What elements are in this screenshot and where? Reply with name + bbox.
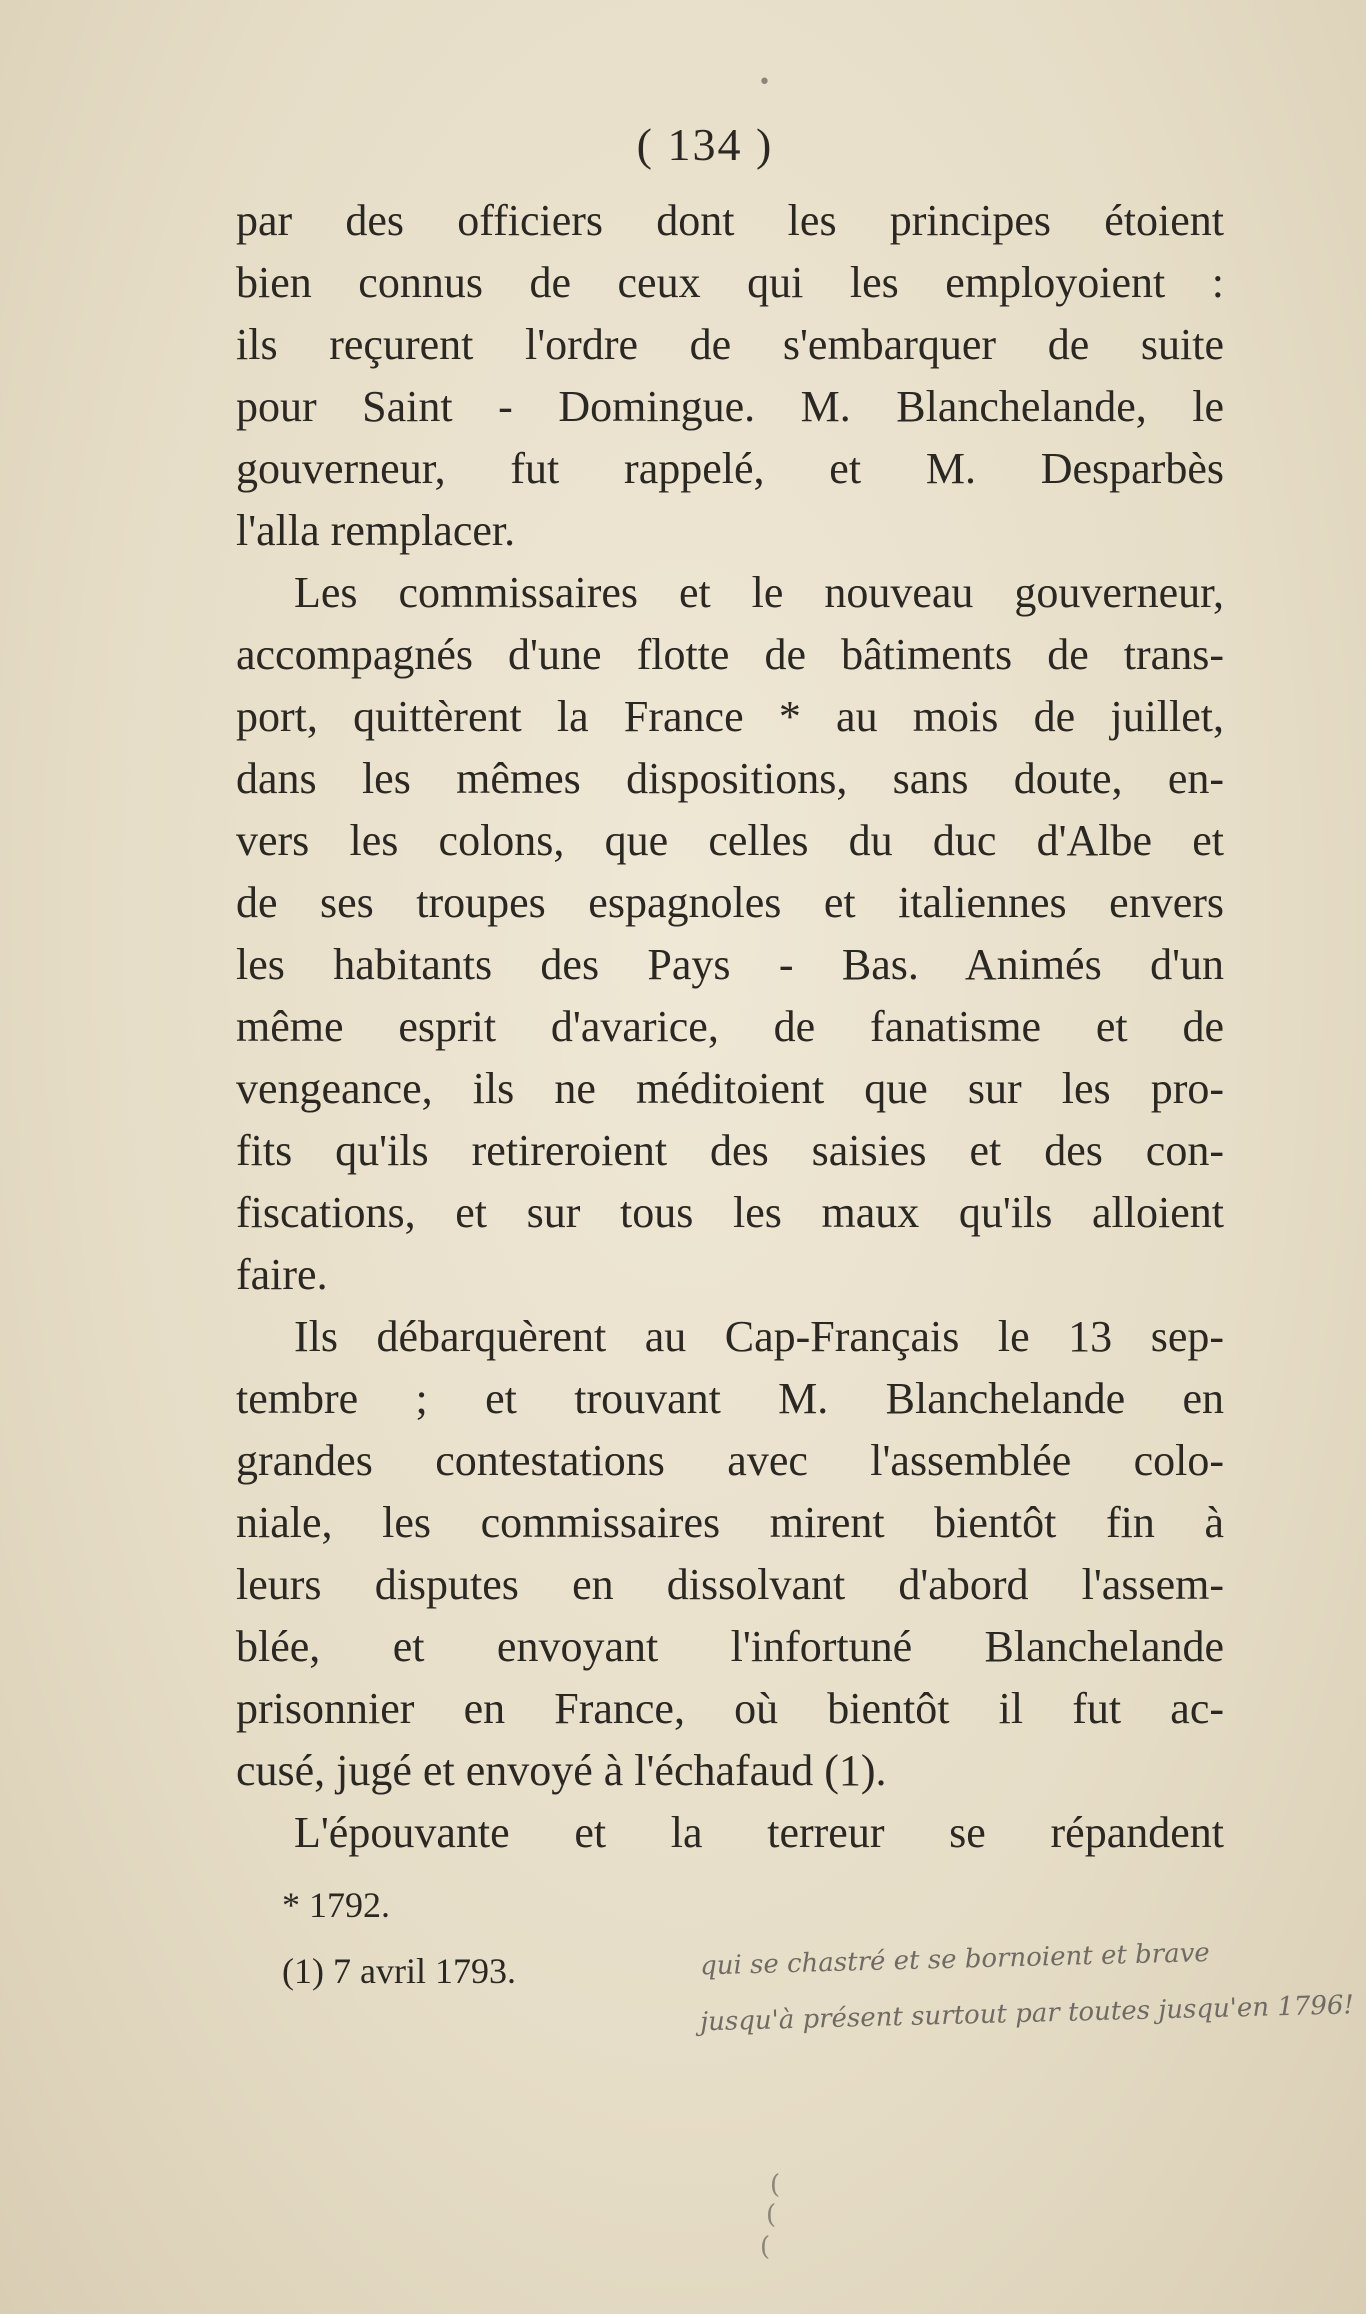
text-line: fits qu'ils retireroient des saisies et des con- — [236, 1126, 1224, 1175]
text-line: l'alla remplacer. — [236, 506, 516, 555]
text-line: port, quittèrent la France * au mois de juillet, — [236, 692, 1224, 741]
text-line: dans les mêmes dispositions, sans doute, en- — [236, 754, 1224, 803]
text-line: gouverneur, fut rappelé, et M. Desparbès — [236, 444, 1224, 493]
page-number: ( 134 ) — [636, 119, 774, 170]
text-line: Ils débarquèrent au Cap-Français le 13 sep- — [294, 1312, 1224, 1361]
text-line: pour Saint - Domingue. M. Blanchelande, le — [236, 382, 1224, 431]
text-line: par des officiers dont les principes étoient — [236, 196, 1224, 245]
text-line: les habitants des Pays - Bas. Animés d'un — [236, 940, 1224, 989]
footnote: (1) 7 avril 1793. — [282, 1951, 516, 1991]
text-line: blée, et envoyant l'infortuné Blanchelande — [236, 1622, 1224, 1671]
footnotes — [282, 1872, 516, 2004]
text-line: leurs disputes en dissolvant d'abord l'assem- — [236, 1560, 1224, 1609]
footnote: * 1792. — [282, 1885, 390, 1925]
handwritten-annotation — [699, 1930, 1355, 2042]
text-line: de ses troupes espagnoles et italiennes envers — [236, 878, 1224, 927]
ink-mark: • — [758, 70, 771, 95]
text-line: accompagnés d'une flotte de bâtiments de trans- — [236, 630, 1224, 679]
ink-mark: ( — [760, 2232, 771, 2262]
text-line: grandes contestations avec l'assemblée colo- — [236, 1436, 1224, 1485]
body-text — [236, 190, 1224, 1864]
text-line: vers les colons, que celles du duc d'Albe et — [236, 816, 1224, 865]
text-line: L'épouvante et la terreur se répandent — [294, 1808, 1224, 1857]
text-line: cusé, jugé et envoyé à l'échafaud (1). — [236, 1746, 887, 1795]
text-line: niale, les commissaires mirent bientôt fin à — [236, 1498, 1224, 1547]
text-line: même esprit d'avarice, de fanatisme et de — [236, 1002, 1224, 1051]
text-line: fiscations, et sur tous les maux qu'ils alloient — [236, 1188, 1224, 1237]
ink-mark: ( — [766, 2200, 777, 2230]
handwritten-line: jusqu'à présent surtout par toutes jusqu'en 1796! — [699, 1990, 1355, 2038]
text-line: prisonnier en France, où bientôt il fut ac- — [236, 1684, 1224, 1733]
text-line: bien connus de ceux qui les employoient : — [236, 258, 1224, 307]
text-line: Les commissaires et le nouveau gouverneur, — [294, 568, 1224, 617]
ink-mark: ( — [770, 2170, 781, 2200]
handwritten-line: qui se chastré et se bornoient et brave — [699, 1938, 1211, 1982]
text-line: faire. — [236, 1250, 328, 1299]
text-line: vengeance, ils ne méditoient que sur les pro- — [236, 1064, 1224, 1113]
text-line: ils reçurent l'ordre de s'embarquer de suite — [236, 320, 1224, 369]
text-line: tembre ; et trouvant M. Blanchelande en — [236, 1374, 1224, 1423]
